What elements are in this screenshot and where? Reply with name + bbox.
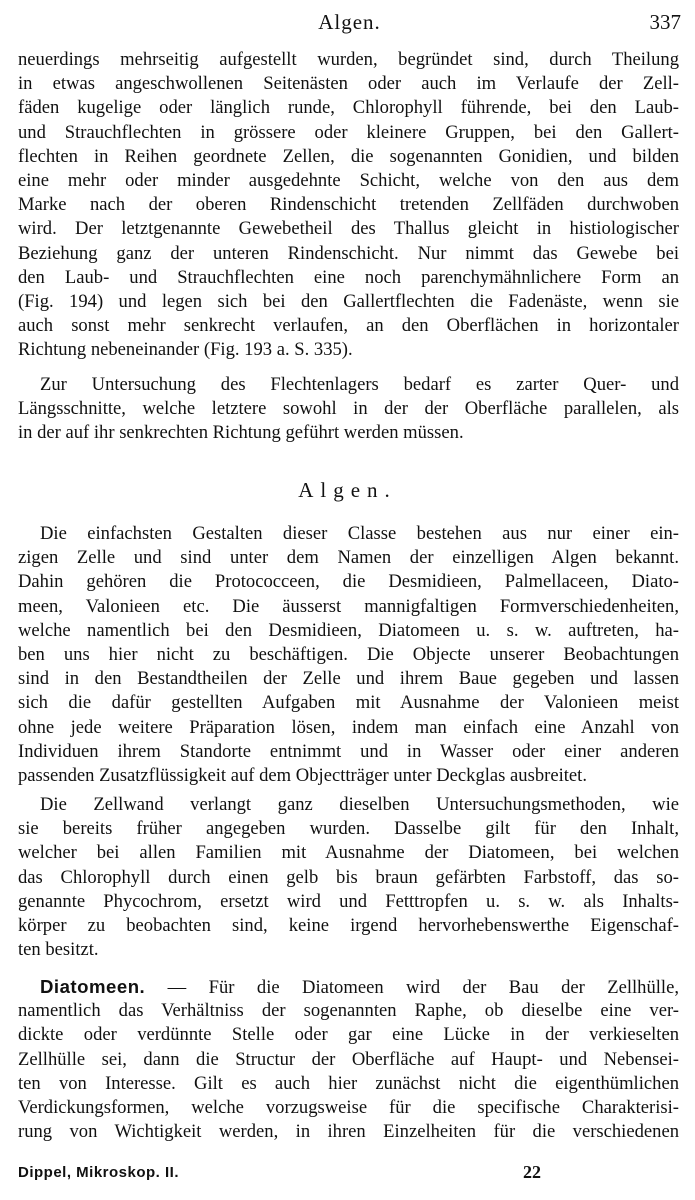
- page-footer: [18, 1164, 679, 1192]
- text-line: (Fig. 194) und legen sich bei den Gallertflechten die Fadenäste, wenn sie: [18, 290, 679, 312]
- text-line: und Strauchflechten in grössere oder kleinere Gruppen, bei den Gallert-: [18, 121, 679, 143]
- text-line: Verdickungsformen, welche vorzugsweise für die specifische Charakterisi-: [18, 1096, 679, 1118]
- text-line: Zellhülle sei, dann die Structur der Oberfläche auf Haupt- und Nebensei-: [18, 1048, 679, 1070]
- text-line: fäden kugelige oder länglich runde, Chlorophyll führende, bei den Laub-: [18, 97, 679, 119]
- text-line: neuerdings mehrseitig aufgestellt wurden, begründet sind, durch Theilung: [18, 49, 679, 70]
- text-line: Individuen ihrem Standorte entnimmt und in Wasser oder einer anderen: [18, 740, 679, 762]
- text-line: wird. Der letztgenannte Gewebetheil des Thallus gleicht in histiologischer: [18, 218, 679, 240]
- text-line: ben uns hier nicht zu beschäftigen. Die Objecte unserer Beobachtungen: [18, 643, 679, 665]
- text-line: meen, Valonieen etc. Die äusserst mannigfaltigen Formverschiedenheiten,: [18, 595, 679, 617]
- page-number: 337: [649, 10, 681, 34]
- paragraph-lichen-sections: [18, 373, 679, 446]
- paragraph-cell-wall: [18, 793, 679, 962]
- text-line: eine mehr oder minder ausgedehnte Schicht, welche von den aus dem: [18, 169, 679, 191]
- run-in-heading: Diatomeen.: [40, 976, 146, 997]
- paragraph-algae-intro: [18, 522, 679, 788]
- text-line: ten von Interesse. Gilt es auch hier zunächst nicht die eigenthümlichen: [18, 1072, 679, 1094]
- running-head: [18, 10, 681, 40]
- text-line: dickte oder verdünnte Stelle oder gar eine Lücke in der verkieselten: [18, 1024, 679, 1046]
- text-line: zigen Zelle und sind unter dem Namen der einzelligen Algen bekannt.: [18, 547, 679, 569]
- text-line: das Chlorophyll durch einen gelb bis braun gefärbten Farbstoff, das so-: [18, 866, 679, 888]
- text-line: passenden Zusatzflüssigkeit auf dem Objectträger unter Deckglas ausbreitet.: [18, 764, 587, 786]
- text-line: ten besitzt.: [18, 939, 99, 961]
- text-line: genannte Phycochrom, ersetzt wird und Fetttropfen u. s. w. als Inhalts-: [18, 890, 679, 912]
- text-line: in der auf ihr senkrechten Richtung geführt werden müssen.: [18, 422, 464, 444]
- text-line: Zur Untersuchung des Flechtenlagers bedarf es zarter Quer- und: [40, 374, 679, 395]
- paragraph-lichen-structure: [18, 48, 679, 362]
- text-line: auch sonst mehr senkrecht verlaufen, an den Oberflächen in horizontaler: [18, 315, 679, 337]
- text-line: sich die dafür gestellten Aufgaben mit Ausnahme der Valonieen meist: [18, 692, 679, 714]
- text-line: Die einfachsten Gestalten dieser Classe bestehen aus nur einer ein-: [40, 523, 679, 544]
- text-line: Längsschnitte, welche letztere sowohl in der der Oberfläche parallelen, als: [18, 398, 679, 420]
- text-line: sind in den Bestandtheilen der Zelle und ihrem Baue gegeben und lassen: [18, 668, 679, 690]
- text-line: namentlich das Verhältniss der sogenannten Raphe, ob dieselbe eine ver-: [18, 1000, 679, 1022]
- text-line: rung von Wichtigkeit werden, in ihren Einzelheiten für die verschiedenen: [18, 1121, 679, 1143]
- signature-number: 22: [523, 1162, 541, 1182]
- text-line: flechten in Reihen geordnete Zellen, die sogenannten Gonidien, und bilden: [18, 145, 679, 167]
- text-line: Die Zellwand verlangt ganz dieselben Untersuchungsmethoden, wie: [40, 794, 679, 815]
- text-line: ohne jede weitere Präparation lösen, indem man einfach eine Anzahl von: [18, 716, 679, 738]
- text-line: Marke nach der oberen Rindenschicht tretenden Zellfäden durchwoben: [18, 194, 679, 216]
- text-line: [18, 975, 679, 999]
- section-heading: Algen.: [298, 478, 397, 502]
- text-line: welcher bei allen Familien mit Ausnahme der Diatomeen, bei welchen: [18, 842, 679, 864]
- text-line: sie bereits früher angegeben wurden. Dasselbe gilt für den Inhalt,: [18, 818, 679, 840]
- text-line: körper zu beobachten sind, keine irgend hervorhebenswerthe Eigenschaf-: [18, 914, 679, 936]
- text-line: Dahin gehören die Protococceen, die Desmidieen, Palmellaceen, Diato-: [18, 571, 679, 593]
- text-line: Richtung nebeneinander (Fig. 193 a. S. 335).: [18, 339, 353, 361]
- text-run: — Für die Diatomeen wird der Bau der Zellhülle,: [145, 977, 679, 998]
- text-line: Beziehung ganz der unteren Rindenschicht. Nur nimmt das Gewebe bei: [18, 242, 679, 264]
- text-line: in etwas angeschwollenen Seitenästen oder auch im Verlaufe der Zell-: [18, 73, 679, 95]
- signature-mark: Dippel, Mikroskop. II.: [18, 1164, 180, 1181]
- running-title: Algen.: [318, 10, 381, 34]
- text-line: welche namentlich bei den Desmidieen, Diatomeen u. s. w. auftreten, ha-: [18, 619, 679, 641]
- text-line: den Laub- und Strauchflechten eine noch parenchymähnlichere Form an: [18, 266, 679, 288]
- paragraph-diatomeen: [18, 975, 679, 1144]
